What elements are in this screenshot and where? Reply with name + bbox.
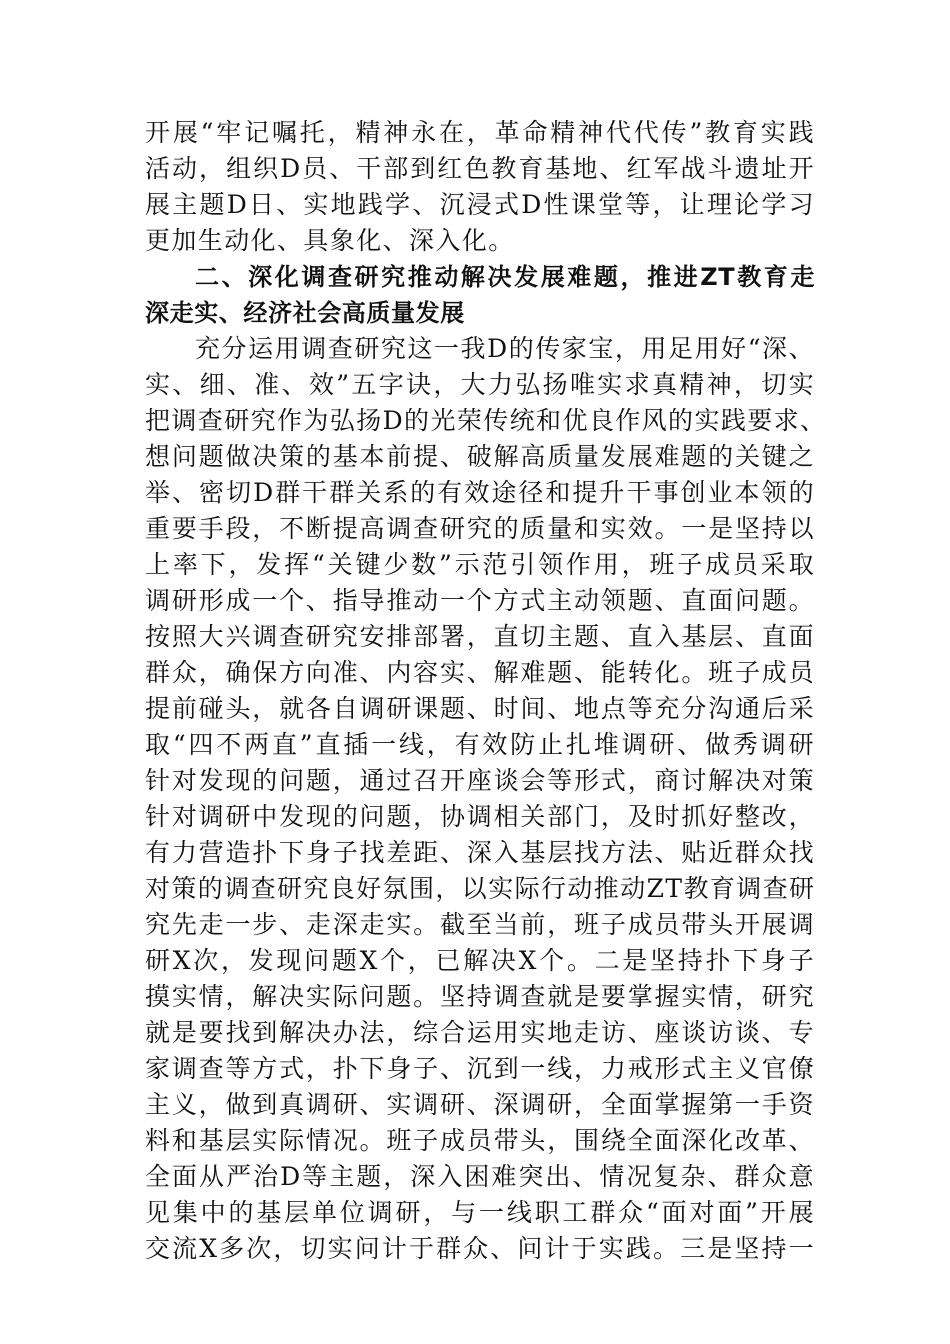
text-line: 上率下，发挥“关键少数”示范引领作用，班子成员采取: [145, 550, 815, 579]
text-line: 取“四不两直”直插一线，有效防止扎堆调研、做秀调研: [145, 730, 815, 759]
text-line: 见集中的基层单位调研，与一线职工群众“面对面”开展: [145, 1198, 815, 1227]
text-line: 摸实情，解决实际问题。坚持调查就是要掌握实情，研究: [145, 982, 815, 1011]
text-line: 料和基层实际情况。班子成员带头，围绕全面深化改革、: [145, 1126, 815, 1155]
section-heading: [145, 259, 815, 331]
text-line: 研X次，发现问题X个，已解决X个。二是坚持扑下身子: [145, 946, 815, 975]
text-line: 对策的调查研究良好氛围，以实际行动推动ZT教育调查研: [145, 874, 816, 903]
text-line: 主义，做到真调研、实调研、深调研，全面掌握第一手资: [145, 1090, 815, 1119]
text-line: 针对发现的问题，通过召开座谈会等形式，商讨解决对策: [145, 766, 815, 795]
text-line: 针对调研中发现的问题，协调相关部门，及时抓好整改，: [145, 802, 815, 831]
text-line: 全面从严治D等主题，深入困难突出、情况复杂、群众意: [145, 1162, 815, 1191]
text-line: 更加生动化、具象化、深入化。: [145, 226, 515, 255]
text-line: 家调查等方式，扑下身子、沉到一线，力戒形式主义官僚: [145, 1054, 815, 1083]
text-line: 究先走一步、走深走实。截至当前，班子成员带头开展调: [145, 910, 815, 939]
text-line: 有力营造扑下身子找差距、深入基层找方法、贴近群众找: [145, 838, 815, 867]
text-line: 提前碰头，就各自调研课题、时间、地点等充分沟通后采: [145, 694, 815, 723]
text-line: 调研形成一个、指导推动一个方式主动领题、直面问题。: [145, 586, 815, 615]
text-line: 开展“牢记嘱托，精神永在，革命精神代代传”教育实践: [145, 118, 815, 147]
text-line: 想问题做决策的基本前提、破解高质量发展难题的关键之: [145, 442, 815, 471]
text-line: 就是要找到解决办法，综合运用实地走访、座谈访谈、专: [145, 1018, 815, 1047]
text-line: 举、密切D群干群关系的有效途径和提升干事创业本领的: [145, 478, 815, 507]
text-line: 实、细、准、效”五字诀，大力弘扬唯实求真精神，切实: [145, 370, 815, 399]
text-line: 把调查研究作为弘扬D的光荣传统和优良作风的实践要求、: [145, 406, 827, 435]
text-line: 展主题D日、实地践学、沉浸式D性课堂等，让理论学习: [145, 190, 815, 219]
heading-line: 二、深化调查研究推动解决发展难题，推进ZT教育走: [195, 263, 815, 291]
text-line: 群众，确保方向准、内容实、解难题、能转化。班子成员: [145, 658, 815, 687]
paragraph-activities: [145, 115, 815, 259]
paragraph-research: [145, 331, 827, 1267]
text-line: 交流X多次，切实问计于群众、问计于实践。三是坚持一: [145, 1234, 815, 1263]
text-line: 按照大兴调查研究安排部署，直切主题、直入基层、直面: [145, 622, 815, 651]
text-line: 充分运用调查研究这一我D的传家宝，用足用好“深、: [195, 334, 815, 363]
text-line: 重要手段，不断提高调查研究的质量和实效。一是坚持以: [145, 514, 815, 543]
text-line: 活动，组织D员、干部到红色教育基地、红军战斗遗址开: [145, 154, 815, 183]
heading-line: 深走实、经济社会高质量发展: [145, 299, 465, 327]
